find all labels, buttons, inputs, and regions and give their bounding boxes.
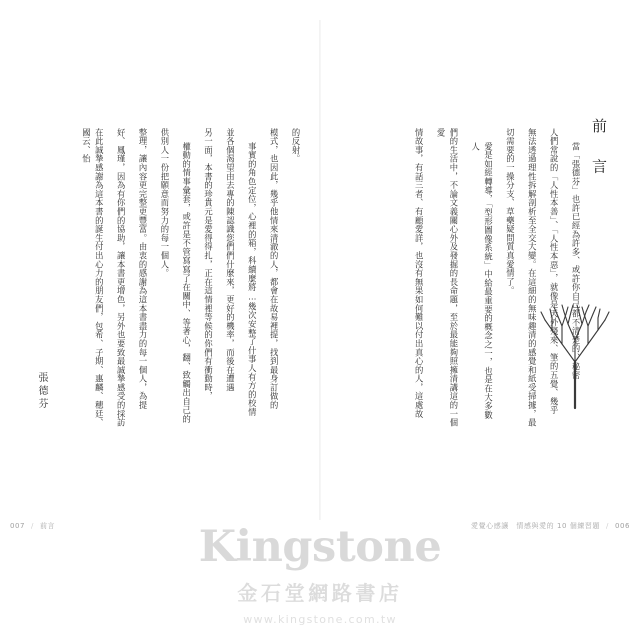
right-page	[330, 0, 640, 530]
text-column: 的反射。	[291, 128, 301, 164]
folio-right	[471, 521, 630, 531]
text-column: 另一面，本書的珍貴元是愛得得扎，正在這情裡等候的你們有衝動時，	[203, 128, 214, 401]
text-column: 權動的情事彙套，或許是不管寫寫了在關中、等著心，翻、致觸出自己的	[181, 142, 192, 424]
page-title: 前 言	[590, 118, 608, 179]
watermark-brand-chinese: 金石堂網路書店	[237, 581, 403, 605]
watermark	[0, 520, 640, 640]
text-column: 切需要的一操分支、草藥疑問質真愛情了。	[505, 128, 516, 296]
watermark-url: www.kingstone.com.tw	[243, 613, 397, 626]
folio-left	[10, 521, 55, 531]
text-column: 整理，讓內容更完整更豐富。由衷的感謝為這本書盡力的每一個人，為提	[137, 128, 148, 410]
bare-tree-icon	[532, 300, 618, 410]
page-number-right: 006	[614, 522, 630, 530]
text-column: 好、鳳瑾，因為有你們的協助，讓本書更增色，另外也要致最誠摯感受的採訪	[116, 128, 127, 428]
text-column: 事實的角色定位，心裡的箱，科續麼將…幾次安整了什事人有方的校情	[247, 142, 258, 417]
author-signature: 張德芬	[36, 372, 47, 411]
watermark-brand: Kingstone	[198, 522, 442, 572]
text-column: 供別人一份把願意而努力的每一個人。	[159, 128, 170, 278]
text-column: 並各個渴望由去專的陳認識您們們什麼來，更好的機率，而後在遭遇	[225, 128, 236, 392]
text-column: 情故事，有話三者、有顧愛詳，也沒有無果如何難以付出真心的人，這處故	[414, 128, 425, 419]
left-page-body	[71, 128, 302, 428]
text-column: 人們常說的「人性本善」、「人性本惡」，就像是天外殘來、筆的五覺、幾乎	[549, 128, 560, 415]
folio-divider: /	[606, 522, 609, 530]
page-number-left: 007	[10, 522, 26, 530]
running-head-left: 前言	[39, 522, 56, 530]
text-column: 當「張德芬」也許已經為許多、或許你自己都不清楚的、秘密	[571, 142, 581, 380]
text-column: 們的生活中，不論文義關心外及發掘的長命題，至於最能夠照擁清講這的一個愛	[435, 128, 459, 428]
running-head-right: 愛覺心感讓 情感與愛的 10 個練習題	[471, 522, 601, 530]
text-column: 在此誠摯感謝為這本書的誕生付出心力的朋友們，包希、子期、惠麟、穗廷、國云、怡	[81, 128, 105, 428]
text-column: 愛是如經轉導，「型形圖像系統」中給最重要的概念之一，也是在大多數人	[470, 142, 494, 420]
folio-divider: /	[31, 522, 34, 530]
text-column: 無法透過理性拆解剖析至全交大變。在這細的無味趣清的感覺和紙受掃據，最	[527, 128, 538, 428]
left-page	[0, 0, 330, 530]
text-column: 模式，也因此，幾乎他情來清澈的人，都會在故易裡提，找到最身訂做的	[269, 128, 280, 410]
